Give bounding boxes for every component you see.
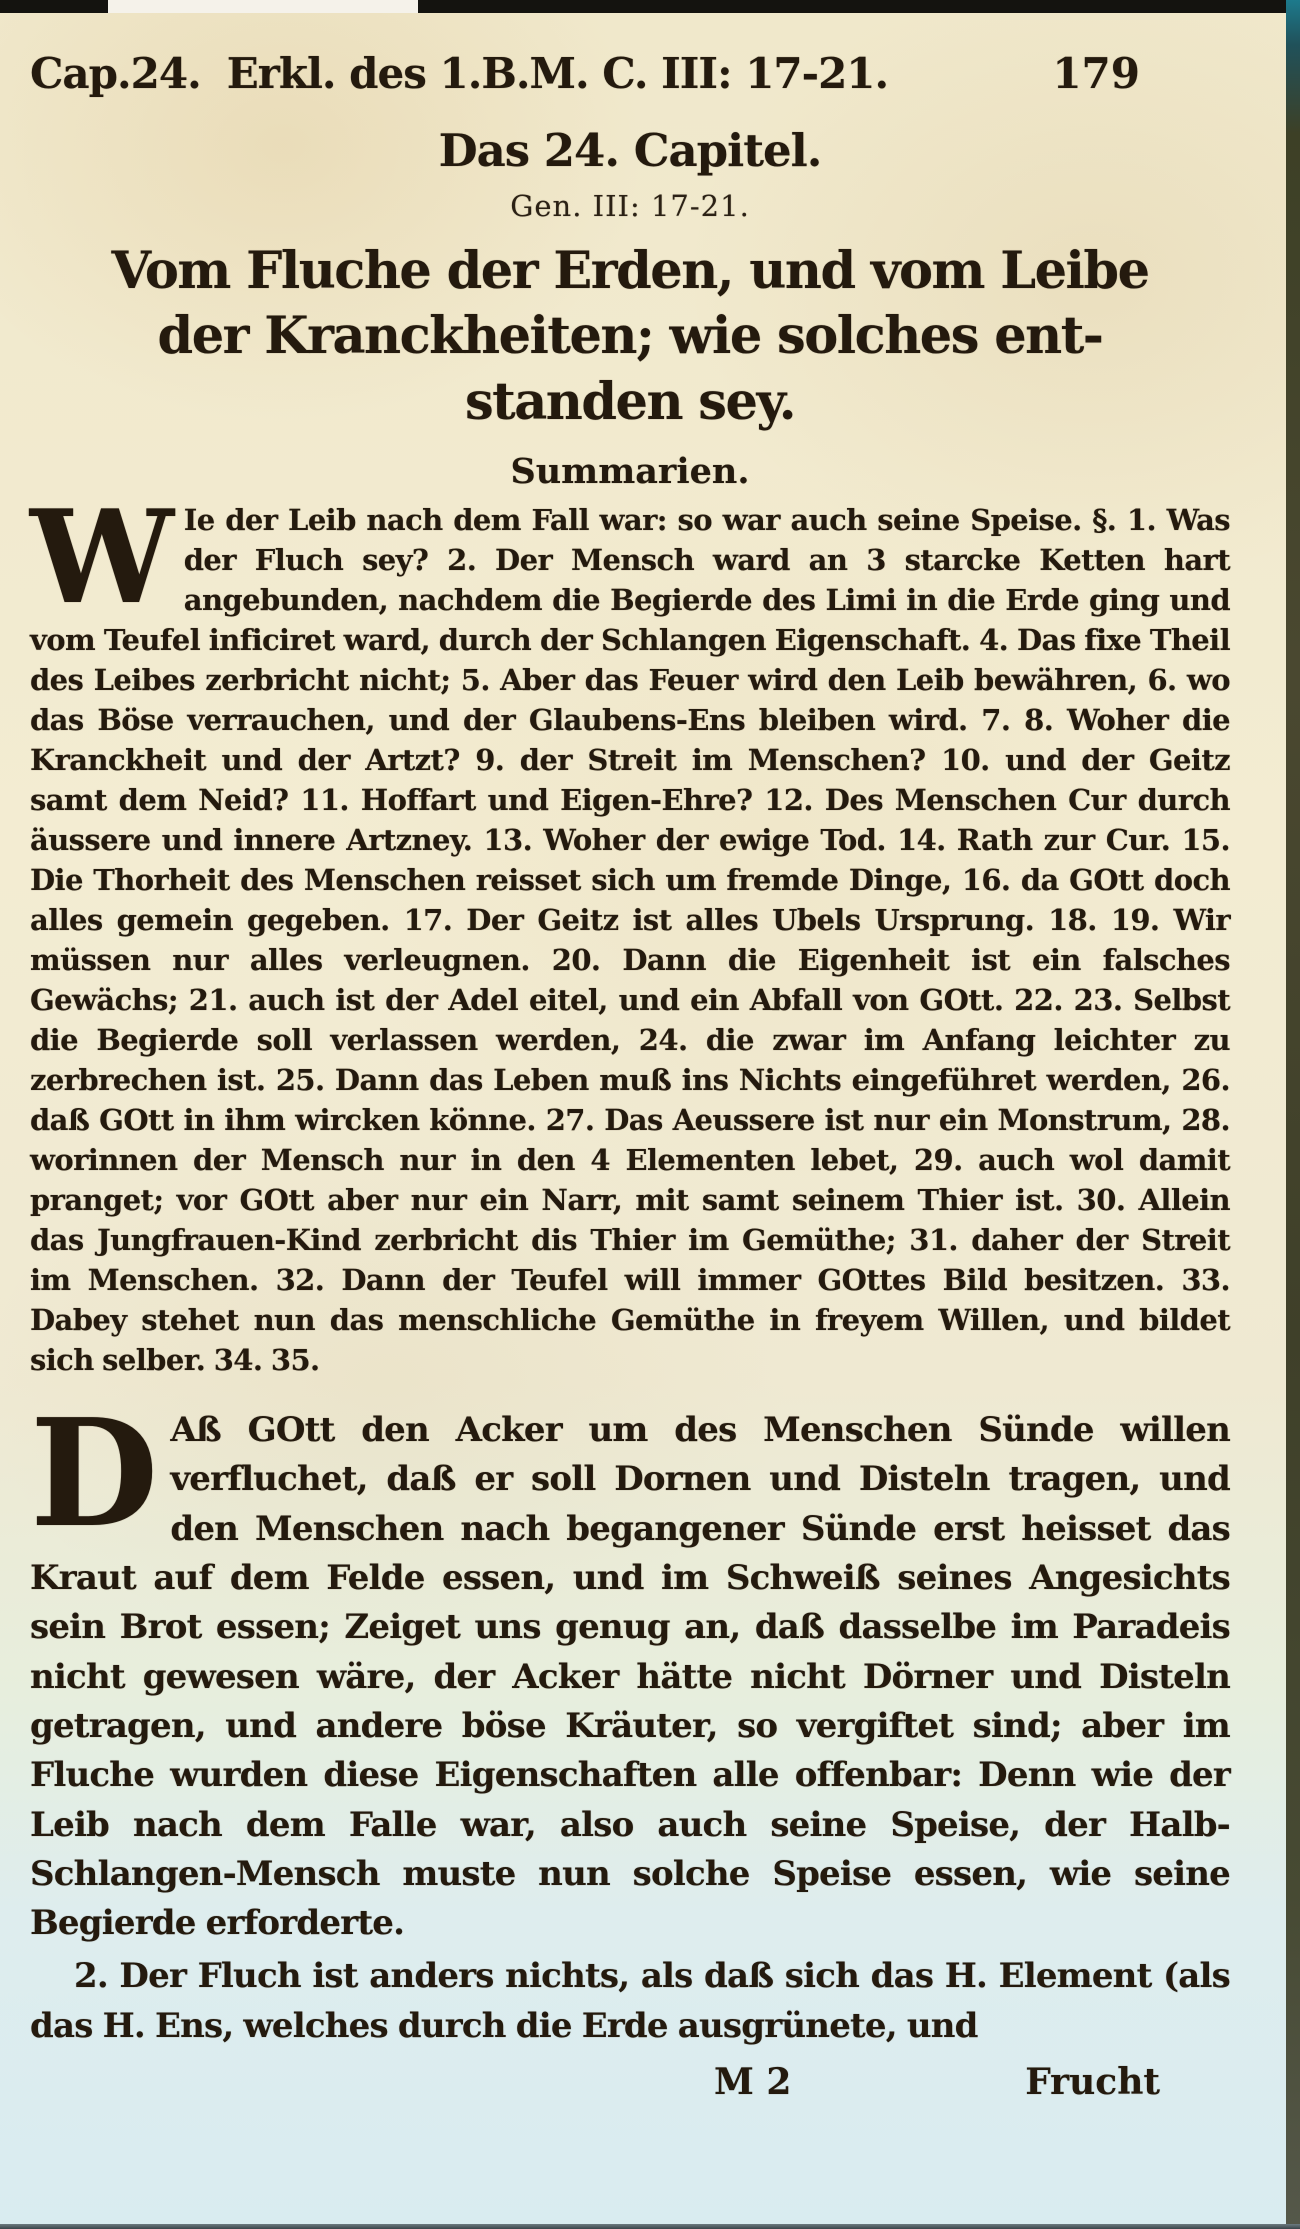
page-footer	[30, 2061, 1230, 2121]
body-paragraph-1-text: Aß GOtt den Acker um des Menschen Sünde willen verfluchet, daß er soll Dornen und Disteln tragen, und den Menschen nach begangener Sünde erst heisset das Kraut auf dem Felde essen, und im Schweiß seines Angesichts sein Brot essen; Zeiget uns genug an, daß dasselbe im Paradeis nicht gewesen wäre, der Acker hätte nicht Dörner und Disteln getragen, und andere böse Kräuter, so vergiftet sind; aber im Fluche wurden diese Eigenschaften alle offenbar: Denn wie der Leib nach dem Falle war, also auch seine Speise, der Halb-Schlangen-Mensch muste nun solche Speise essen, wie seine Begierde erforderte.	[30, 1410, 1230, 1944]
scripture-reference: Gen. III: 17-21.	[510, 189, 750, 223]
section-heading-line1: Vom Fluche der Erden, und vom Leibe	[111, 241, 1149, 301]
body-paragraph-2: 2. Der Fluch ist anders nichts, als daß sich das H. Element (als das H. Ens, welches durch die Erde ausgrünete, und	[30, 1956, 1230, 2046]
summary-text: Ie der Leib nach dem Fall war: so war auch seine Speise. §. 1. Was der Fluch sey? 2. Der Mensch ward an 3 starcke Ketten hart angebunden, nachdem die Begierde des Limi in die Erde ging und vom Teufel inficiret ward, durch der Schlangen Eigenschaft. 4. Das fixe Theil des Leibes zerbricht nicht; 5. Aber das Feuer wird den Leib bewähren, 6. wo das Böse verrauchen, und der Glaubens-Ens bleiben wird. 7. 8. Woher die Kranckheit und der Artzt? 9. der Streit im Menschen? 10. und der Geitz samt dem Neid? 11. Hoffart und Eigen-Ehre? 12. Des Menschen Cur durch äussere und innere Artzney. 13. Woher der ewige Tod. 14. Rath zur Cur. 15. Die Thorheit des Menschen reisset sich um fremde Dinge, 16. da GOtt doch alles gemein gegeben. 17. Der Geitz ist alles Ubels Ursprung. 18. 19. Wir müssen nur alles verleugnen. 20. Dann die Eigenheit ist ein falsches Gewächs; 21. auch ist der Adel eitel, und ein Abfall von GOtt. 22. 23. Selbst die Begierde soll verlassen werden, 24. die zwar im Anfang leichter zu zerbrechen ist. 25. Dann das Leben muß ins Nichts eingeführet werden, 26. daß GOtt in ihm wircken könne. 27. Das Aeussere ist nur ein Monstrum, 28. worinnen der Mensch nur in den 4 Elementen lebet, 29. auch wol damit pranget; vor GOtt aber nur ein Narr, mit samt seinem Thier ist. 30. Allein das Jungfrauen-Kind zerbricht dis Thier im Gemüthe; 31. daher der Streit im Menschen. 32. Dann der Teufel will immer GOttes Bild besitzen. 33. Dabey stehet nun das menschliche Gemüthe in freyem Willen, und bildet sich selber. 34. 35.	[30, 502, 1230, 1378]
running-header-book-ref: Erkl. des 1.B.M. C. III: 17-21.	[226, 49, 889, 98]
summary-drop-cap: W	[30, 482, 174, 633]
summarien-label: Summarien.	[510, 450, 750, 492]
page-number: 179	[1052, 49, 1140, 98]
signature-mark: M 2	[714, 2061, 792, 2103]
running-header-chapter-ref: Cap.24.	[30, 49, 201, 98]
section-heading-line3: standen sey.	[464, 371, 796, 432]
scan-bottom-edge	[0, 2224, 1300, 2229]
section-heading	[30, 239, 1230, 435]
chapter-title: Das 24. Capitel.	[438, 124, 822, 177]
catchword: Frucht	[1025, 2061, 1160, 2103]
body-drop-cap: D	[30, 1386, 159, 1561]
scan-right-edge	[1286, 0, 1300, 2229]
running-header	[30, 49, 1230, 98]
summary-paragraph	[30, 482, 1230, 1380]
body-paragraph-1	[30, 1386, 1230, 1948]
scan-top-notch	[108, 0, 418, 13]
section-heading-line2: der Kranckheiten; wie solches ent-	[157, 306, 1103, 367]
page-paper	[0, 13, 1286, 2224]
